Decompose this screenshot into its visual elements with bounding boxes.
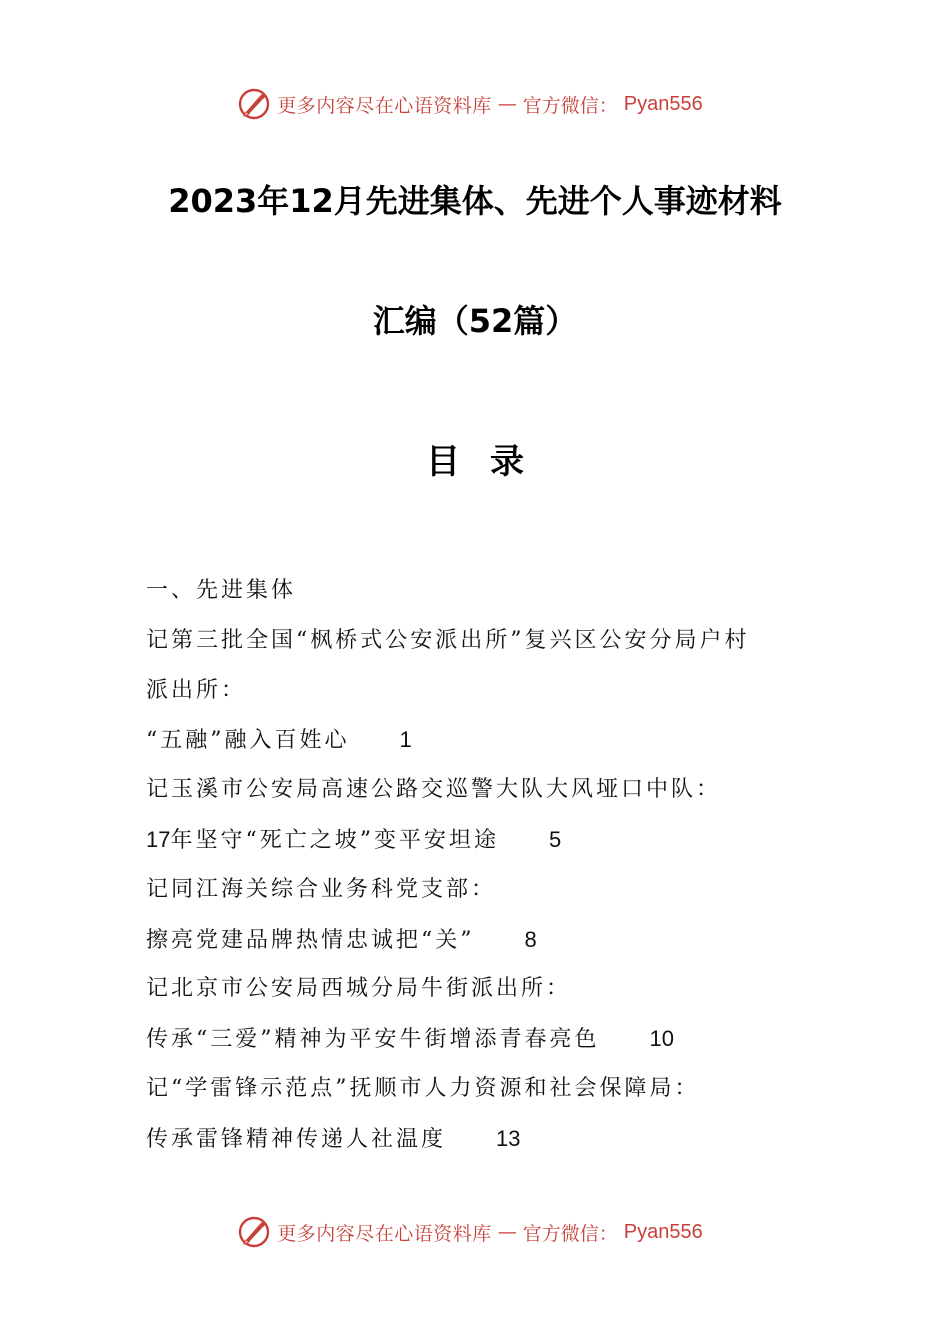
watermark-wechat-id: Pyan556 (623, 1220, 703, 1243)
pen-circle-logo-icon (237, 87, 271, 121)
toc-entry-page-number: 1 (399, 727, 412, 753)
toc-entry-intro[interactable]: 记玉溪市公安局高速公路交巡警大队大风垭口中队： (146, 777, 722, 803)
toc-entry-page-number: 13 (496, 1125, 521, 1151)
toc-entry-title-text: 年坚守“死亡之坡”变平安坦途 (170, 827, 499, 853)
toc-entry-title[interactable] (146, 815, 826, 865)
toc-entry-intro[interactable]: 记同江海关综合业务科党支部： (146, 876, 497, 902)
watermark-header (0, 84, 950, 124)
toc-entry-page-number: 8 (524, 926, 537, 952)
toc-entry-intro[interactable]: 记北京市公安局西城分局牛街派出所： (146, 976, 572, 1002)
watermark-wechat-id: Pyan556 (623, 92, 703, 115)
toc-entry-title-text: “五融”融入百姓心 (146, 728, 350, 754)
toc-entry-title-text: 传承雷锋精神传递人社温度 (146, 1126, 447, 1152)
toc-entry-title-text: 传承“三爱”精神为平安牛街增添青春亮色 (146, 1027, 600, 1053)
watermark-dash: — (497, 1221, 517, 1243)
toc-entry-title[interactable] (146, 715, 826, 765)
toc-entry-title[interactable] (146, 1014, 826, 1064)
document-title-line-1: 2023年12月先进集体、先进个人事迹材料 (168, 182, 782, 220)
toc-entry-intro[interactable]: 记第三批全国“枫桥式公安派出所”复兴区公安分局户村 (146, 627, 750, 653)
toc-entry-intro[interactable]: 派出所： (146, 677, 247, 703)
toc-entry-title[interactable] (146, 1114, 826, 1164)
watermark-footer (0, 1212, 950, 1252)
toc-entry-title-number: 17 (146, 826, 171, 852)
document-title-line-2: 汇编（52篇） (372, 302, 578, 340)
toc-entry-page-number: 10 (649, 1026, 674, 1052)
watermark-content (237, 87, 703, 121)
watermark-content (237, 1215, 703, 1249)
watermark-main-text: 更多内容尽在心语资料库 (277, 94, 492, 117)
watermark-main-text: 更多内容尽在心语资料库 (277, 1222, 492, 1245)
watermark-sub-text: 官方微信： (522, 94, 618, 117)
watermark-dash: — (497, 93, 517, 115)
toc-heading: 目录 (426, 442, 554, 482)
toc-entry-title[interactable] (146, 915, 826, 965)
toc-section-heading: 一、先进集体 (146, 578, 297, 603)
table-of-contents (146, 566, 826, 1164)
toc-entry-page-number: 5 (548, 826, 562, 852)
pen-circle-logo-icon (237, 1215, 271, 1249)
toc-entry-intro[interactable]: 记“学雷锋示范点”抚顺市人力资源和社会保障局： (146, 1075, 700, 1101)
toc-entry-title-text: 擦亮党建品牌热情忠诚把“关” (146, 927, 475, 953)
watermark-sub-text: 官方微信： (522, 1222, 618, 1245)
